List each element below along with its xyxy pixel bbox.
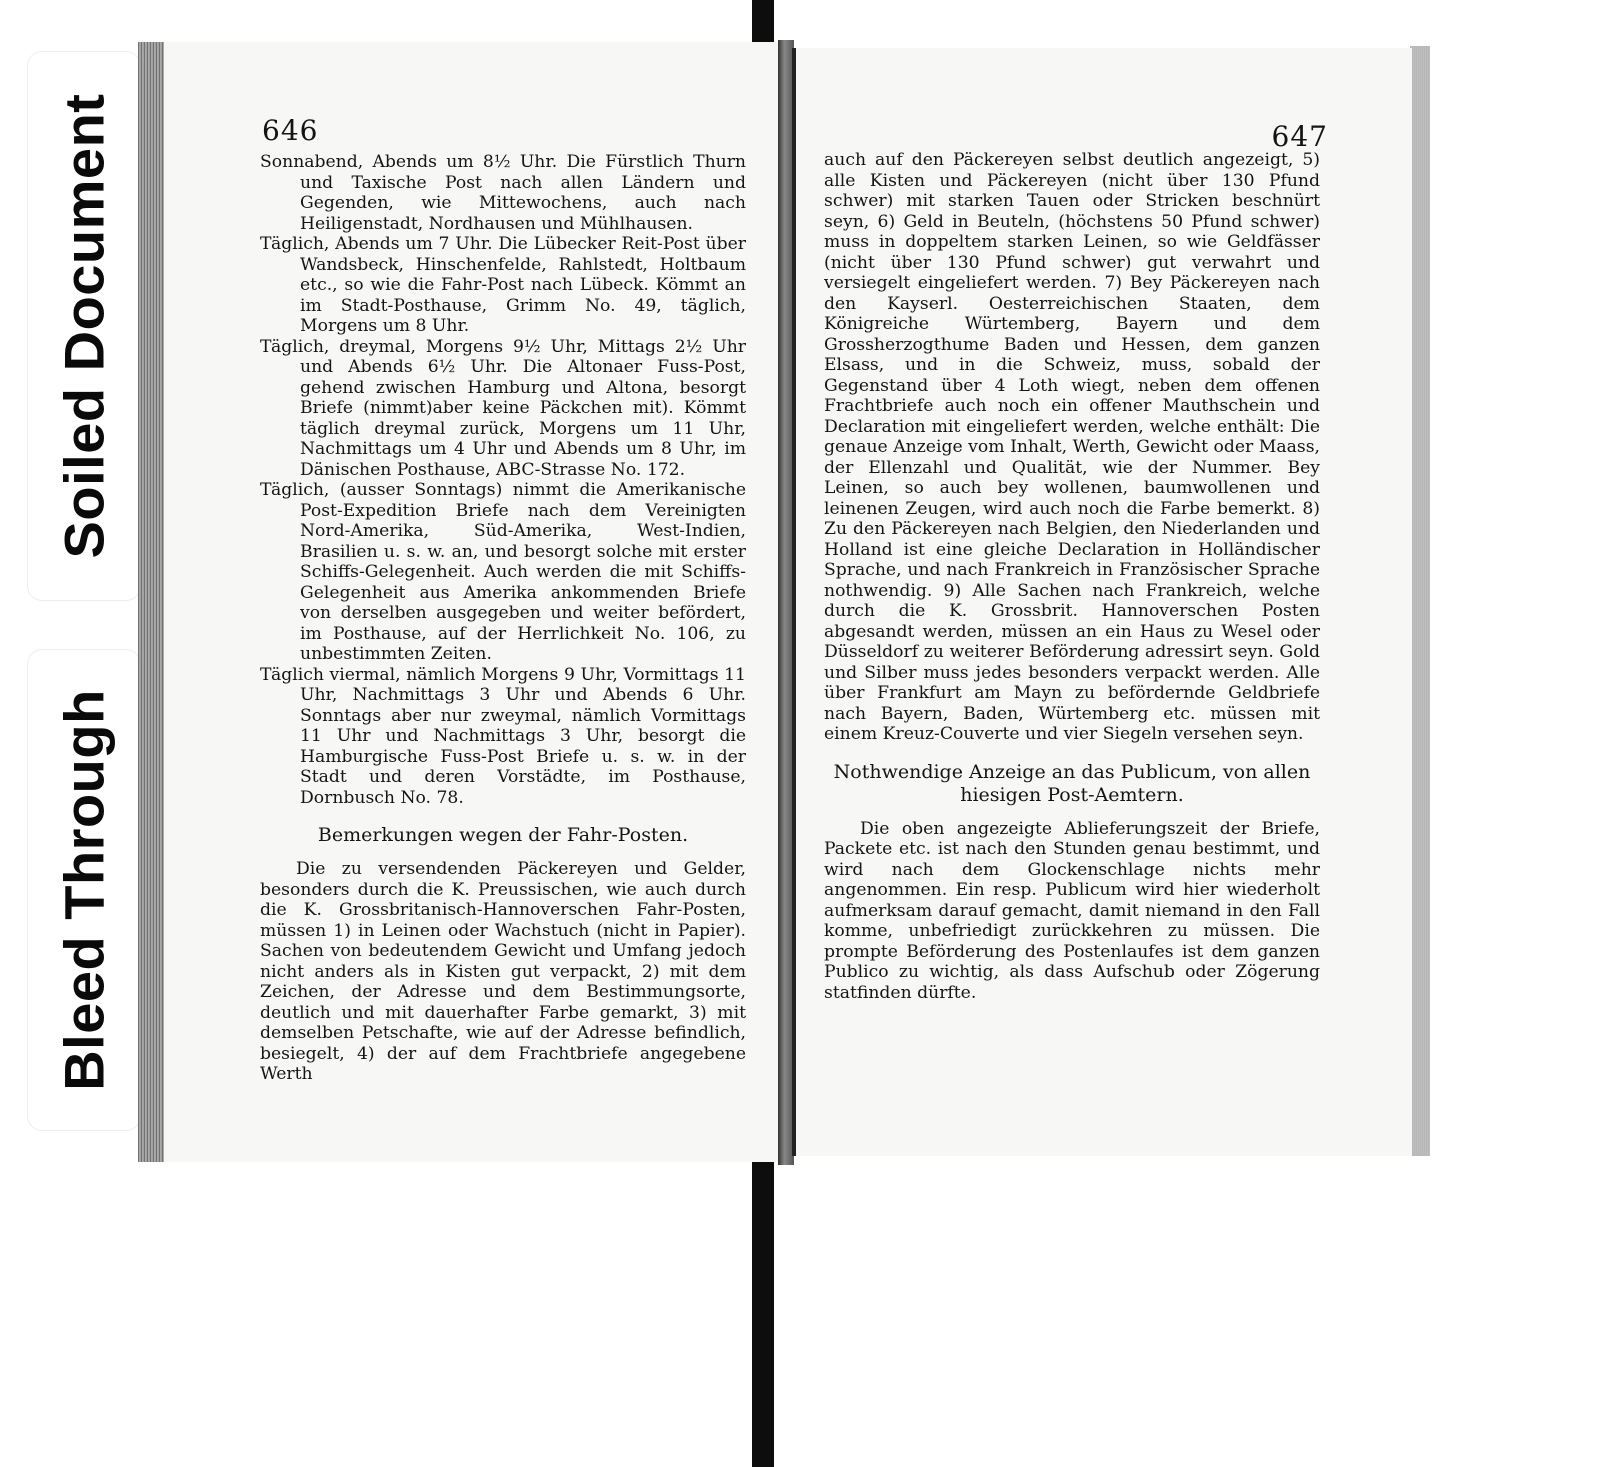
side-label-card-top <box>28 52 140 600</box>
schedule-entry: Sonnabend, Abends um 8½ Uhr. Die Fürstlich Thurn und Taxische Post nach allen Ländern und Gegenden, wie Mittewochens, auch nach Heiligenstadt, Nordhausen und Mühlhausen. <box>260 152 746 234</box>
binding-tape-bottom <box>752 1150 774 1467</box>
section-heading-right: Nothwendige Anzeige an das Publicum, von allen hiesigen Post-Aemtern. <box>833 760 1311 806</box>
left-page-text <box>260 152 746 1085</box>
page-number-left: 646 <box>262 114 319 147</box>
side-label-soiled-document: Soiled Document <box>52 93 116 559</box>
schedule-entry: Täglich viermal, nämlich Morgens 9 Uhr, Vormittags 11 Uhr, Nachmittags 3 Uhr und Abends 6 Uhr. Sonntags aber nur zweymal, nämlich Vormittags 11 Uhr und Nachmittags 3 Uhr, besorgt die Hamburgische Fuss-Post Briefe u. s. w. in der Stadt und deren Vorstädte, im Posthause, Dornbusch No. 78. <box>260 664 746 808</box>
schedule-entry: Täglich, dreymal, Morgens 9½ Uhr, Mittags 2½ Uhr und Abends 6½ Uhr. Die Altonaer Fuss-Post, gehend zwischen Hamburg und Altona, besorgt Briefe (nimmt)aber keine Päckchen mit). Kömmt täglich dreymal zurück, Morgens um 11 Uhr, Nachmittags um 4 Uhr und Abends um 8 Uhr, im Dänischen Posthause, ABC-Strasse No. 172. <box>260 336 746 480</box>
page-stack-edge-right <box>1410 46 1430 1156</box>
side-label-bleed-through: Bleed Through <box>52 689 116 1091</box>
left-page <box>164 42 782 1162</box>
page-number-right: 647 <box>1271 120 1328 153</box>
side-label-card-bottom <box>28 650 140 1130</box>
continuation-paragraph: auch auf den Päckereyen selbst deutlich angezeigt, 5) alle Kisten und Päckereyen (nicht über 130 Pfund schwer) mit starken Tauen oder Stricken beschnürt seyn, 6) Geld in Beuteln, (höchstens 50 Pfund schwer) muss in doppeltem starken Leinen, so wie Geldfässer (nicht über 130 Pfund schwer) gut verwahrt und versiegelt eingeliefert werden. 7) Bey Päckereyen nach den Kayserl. Oesterreichischen Staaten, dem Königreiche Würtemberg, Bayern und dem Grossherzogthume Baden und Hessen, dem ganzen Elsass, und in die Schweiz, muss, sobald der Gegenstand über 4 Loth wiegt, neben dem offenen Frachtbriefe auch noch ein offener Mauthschein und Declaration mit eingeliefert werden, welche enthält: Die genaue Anzeige vom Inhalt, Werth, Gewicht oder Maass, der Ellenzahl und Qualität, wie der Nummer. Bey Leinen, so auch bey wollenen, baumwollenen und leinenen Zeugen, wird auch noch die Farbe bemerkt. 8) Zu den Päckereyen nach Belgien, den Niederlanden und Holland ist eine gleiche Declaration in Holländischer Sprache, und nach Frankreich in Französischer Sprache nothwendig. 9) Alle Sachen nach Frankreich, welche durch die K. Grossbrit. Hannoverschen Posten abgesandt werden, müssen an ein Haus zu Wesel oder Düsseldorf zu weiterer Beförderung adressirt seyn. Gold und Silber muss jedes besonders verpackt werden. Alle über Frankfurt am Mayn zu befördernde Geldbriefe nach Bayern, Baden, Würtemberg etc. müssen mit einem Kreuz-Couverte und vier Siegeln versehen seyn. <box>824 150 1320 744</box>
remarks-paragraph: Die zu versendenden Päckereyen und Gelder, besonders durch die K. Preussischen, wie auch durch die K. Grossbritanisch-Hannoverschen Fahr-Posten, müssen 1) in Leinen oder Wachstuch (nicht in Papier). Sachen von bedeutendem Gewicht und Umfang jedoch nicht anders als in Kisten gut verpackt, 2) mit dem Zeichen, der Adresse und dem Bestimmungsorte, deutlich und mit dauerhafter Farbe gemarkt, 3) mit demselben Petschafte, wie auf der Adresse befindlich, besiegelt, 4) der auf dem Frachtbriefe angegebene Werth <box>260 859 746 1084</box>
notice-paragraph: Die oben angezeigte Ablieferungszeit der Briefe, Packete etc. ist nach den Stunden genau bestimmt, und wird nach dem Glockenschlage nichts mehr angenommen. Ein resp. Publicum wird hier wiederholt aufmerksam darauf gemacht, damit niemand in den Fall komme, unbefriedigt zurückkehren zu müssen. Die prompte Beförderung des Postenlaufes ist dem ganzen Publico zu wichtig, als dass Aufschub oder Zögerung statfinden dürfte. <box>824 818 1320 1003</box>
right-page-text <box>824 150 1320 1003</box>
schedule-entry: Täglich, Abends um 7 Uhr. Die Lübecker Reit-Post über Wandsbeck, Hinschenfelde, Rahlstedt, Holtbaum etc., so wie die Fahr-Post nach Lübeck. Kömmt an im Stadt-Posthause, Grimm No. 49, täglich, Morgens um 8 Uhr. <box>260 234 746 336</box>
section-heading-left: Bemerkungen wegen der Fahr-Posten. <box>317 824 689 846</box>
right-page <box>792 48 1412 1156</box>
schedule-entry: Täglich, (ausser Sonntags) nimmt die Amerikanische Post-Expedition Briefe nach dem Vereinigten Nord-Amerika, Süd-Amerika, West-Indien, Brasilien u. s. w. an, und besorgt solche mit erster Schiffs-Gelegenheit. Auch werden die mit Schiffs-Gelegenheit aus Amerika ankommenden Briefe von derselben ausgegeben und weiter befördert, im Posthause, auf der Herrlichkeit No. 106, zu unbestimmten Zeiten. <box>260 480 746 664</box>
page-stack-edge-left <box>138 42 166 1162</box>
